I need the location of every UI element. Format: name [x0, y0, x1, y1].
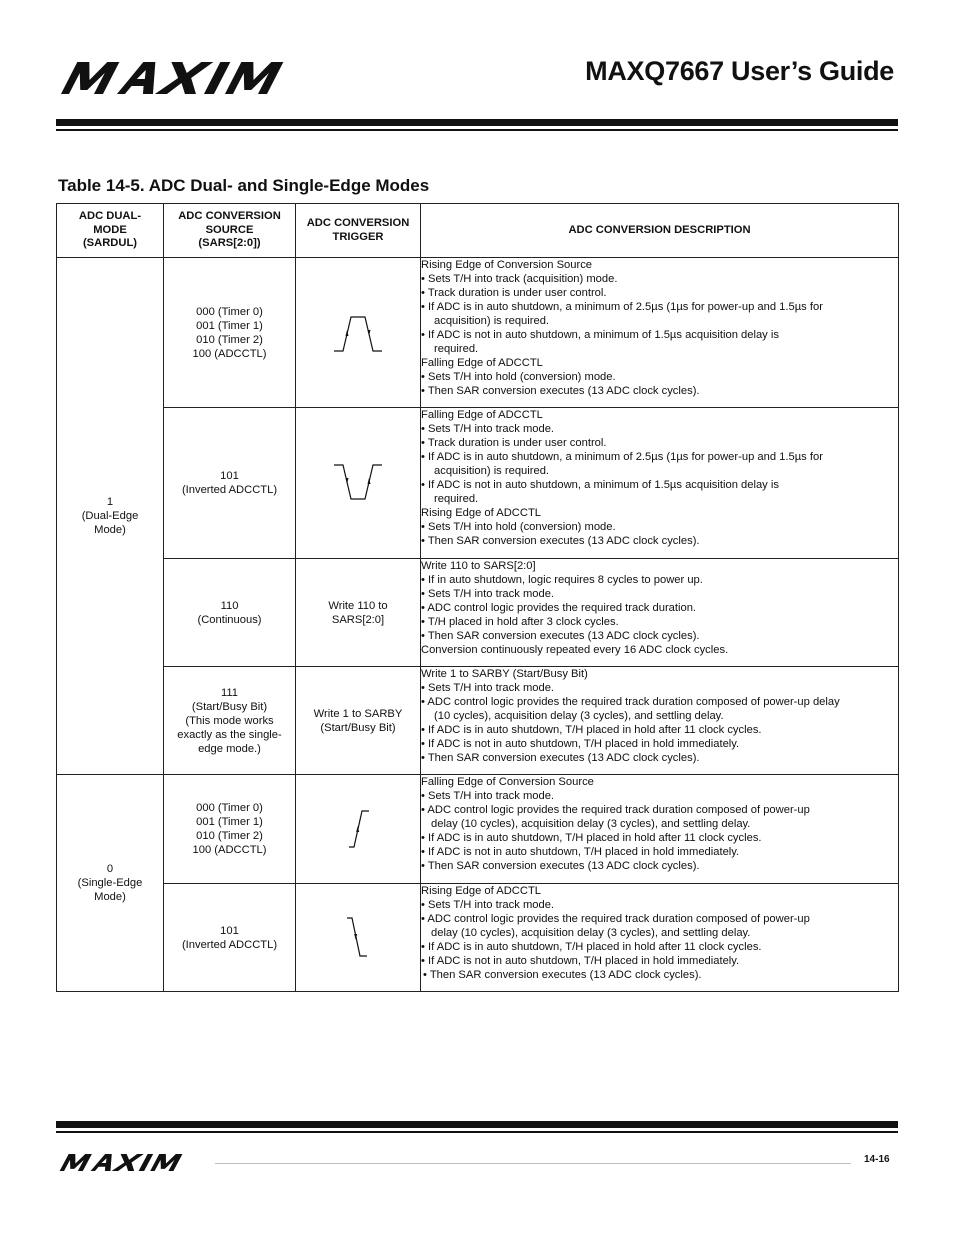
adc-modes-table	[56, 203, 899, 992]
description-cell: Write 110 to SARS[2:0] • If in auto shutdown, logic requires 8 cycles to power up. • Sets T/H into track mode. • ADC control logic provides the required track duration. • T/H placed in hold after 3 clock cycles. • Then SAR conversion executes (13 ADC clock cycles). Conversion continuously repeated every 16 ADC clock cycles.	[421, 559, 899, 667]
source-cell: 101 (Inverted ADCCTL)	[164, 884, 296, 992]
description-cell: Rising Edge of Conversion Source • Sets T/H into track (acquisition) mode. • Track duration is under user control. • If ADC is in auto shutdown, a minimum of 2.5µs (1µs for power-up and 1.5µs for acquisition) is required. • If ADC is not in auto shutdown, a minimum of 1.5µs acquisition delay is required. Falling Edge of ADCCTL • Sets T/H into hold (conversion) mode. • Then SAR conversion executes (13 ADC clock cycles).	[421, 258, 899, 408]
footer-rule	[56, 1121, 898, 1128]
header-rule-thin	[56, 129, 898, 131]
falling-edge-icon	[338, 914, 378, 962]
table-row	[57, 775, 899, 884]
description-cell: Falling Edge of ADCCTL • Sets T/H into track mode. • Track duration is under user control. • If ADC is in auto shutdown, a minimum of 2.5µs (1µs for power-up and 1.5µs for acquisition) is required. • If ADC is not in auto shutdown, a minimum of 1.5µs acquisition delay is required. Rising Edge of ADCCTL • Sets T/H into hold (conversion) mode. • Then SAR conversion executes (13 ADC clock cycles).	[421, 408, 899, 559]
rising-edge-icon	[338, 805, 378, 853]
table-row	[57, 559, 899, 667]
trigger-cell: Write 110 to SARS[2:0]	[296, 559, 421, 667]
trigger-cell	[296, 884, 421, 992]
source-cell: 000 (Timer 0) 001 (Timer 1) 010 (Timer 2) 100 (ADCCTL)	[164, 775, 296, 884]
table-row	[57, 884, 899, 992]
column-header-trigger: ADC CONVERSION TRIGGER	[296, 204, 421, 258]
source-cell: 111 (Start/Busy Bit) (This mode works exactly as the single- edge mode.)	[164, 667, 296, 775]
document-title: MAXQ7667 User’s Guide	[585, 56, 894, 86]
mode-cell-single: 0 (Single-Edge Mode)	[57, 775, 164, 992]
source-cell: 101 (Inverted ADCCTL)	[164, 408, 296, 559]
table-row	[57, 258, 899, 408]
trigger-cell: Write 1 to SARBY (Start/Busy Bit)	[296, 667, 421, 775]
description-cell: Falling Edge of Conversion Source • Sets T/H into track mode. • ADC control logic provides the required track duration composed of power-up delay (10 cycles), acquisition delay (3 cycles), and settling delay. • If ADC is in auto shutdown, T/H placed in hold after 11 clock cycles. • If ADC is not in auto shutdown, T/H placed in hold immediately. • Then SAR conversion executes (13 ADC clock cycles).	[421, 775, 899, 884]
table-row	[57, 408, 899, 559]
description-cell: Rising Edge of ADCCTL • Sets T/H into track mode. • ADC control logic provides the required track duration composed of power-up delay (10 cycles), acquisition delay (3 cycles), and settling delay. • If ADC is in auto shutdown, T/H placed in hold after 11 clock cycles. • If ADC is not in auto shutdown, T/H placed in hold immediately. • Then SAR conversion executes (13 ADC clock cycles).	[421, 884, 899, 992]
trigger-cell	[296, 258, 421, 408]
description-cell: Write 1 to SARBY (Start/Busy Bit) • Sets T/H into track mode. • ADC control logic provides the required track duration composed of power-up delay (10 cycles), acquisition delay (3 cycles), and settling delay. • If ADC is in auto shutdown, T/H placed in hold after 11 clock cycles. • If ADC is not in auto shutdown, T/H placed in hold immediately. • Then SAR conversion executes (13 ADC clock cycles).	[421, 667, 899, 775]
footer-rule-thin	[56, 1131, 898, 1133]
trigger-cell	[296, 408, 421, 559]
table-row	[57, 667, 899, 775]
maxim-logo	[58, 1153, 206, 1172]
header-rule	[56, 119, 898, 126]
source-cell: 110 (Continuous)	[164, 559, 296, 667]
page-number: 14-16	[864, 1154, 890, 1165]
column-header-mode: ADC DUAL- MODE (SARDUL)	[57, 204, 164, 258]
rising-falling-pulse-icon	[328, 309, 388, 357]
table-header-row	[57, 204, 899, 258]
trigger-cell	[296, 775, 421, 884]
maxim-logo	[58, 60, 326, 96]
source-cell: 000 (Timer 0) 001 (Timer 1) 010 (Timer 2) 100 (ADCCTL)	[164, 258, 296, 408]
footer-divider	[215, 1163, 851, 1164]
column-header-source: ADC CONVERSION SOURCE (SARS[2:0])	[164, 204, 296, 258]
table-title: Table 14-5. ADC Dual- and Single-Edge Modes	[58, 176, 430, 195]
falling-rising-pulse-icon	[328, 459, 388, 507]
column-header-description: ADC CONVERSION DESCRIPTION	[421, 204, 899, 258]
mode-cell-dual: 1 (Dual-Edge Mode)	[57, 258, 164, 775]
